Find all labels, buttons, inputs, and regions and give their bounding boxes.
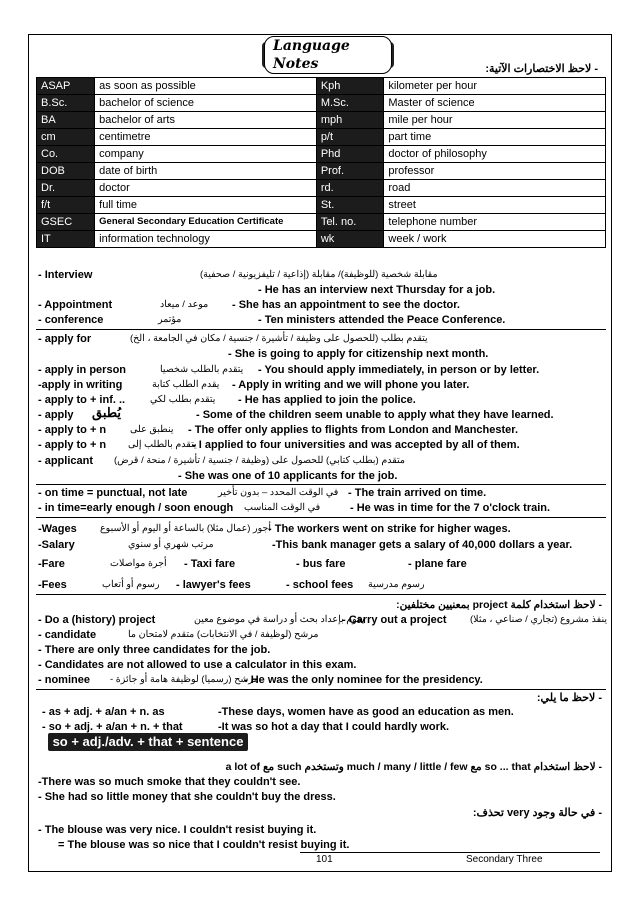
abbr-meaning: full time [95, 197, 317, 214]
abbr-key: Tel. no. [316, 214, 384, 231]
example-such-2: - She had so little money that she couldn't buy the dress. [38, 791, 336, 803]
abbr-meaning: company [95, 146, 317, 163]
abbr-row [37, 129, 606, 146]
arabic-apply-to-n-2: يتقدم بالطلب إلى [128, 439, 197, 450]
term-carry-out: - Carry out a project [342, 614, 447, 626]
term-apply: - apply [38, 409, 74, 421]
example-candidate-1: - There are only three candidates for the job. [38, 644, 271, 656]
example-apply-to-n-1: - The offer only applies to flights from London and Manchester. [188, 424, 519, 436]
term-interview: - Interview [38, 269, 93, 281]
abbr-key: St. [316, 197, 384, 214]
term-fees: -Fees [38, 579, 67, 591]
abbr-key: DOB [37, 163, 95, 180]
example-apply-to-n-2: - I applied to four universities and was accepted by all of them. [192, 439, 520, 451]
example-as: -These days, women have as good an education as men. [218, 706, 514, 718]
term-nominee: - nominee [38, 674, 90, 686]
page-title: Language Notes [264, 36, 392, 74]
example-in-time: - He was in time for the 7 o'clock train. [350, 502, 551, 514]
abbr-meaning: telephone number [384, 214, 606, 231]
title-badge [262, 38, 394, 72]
abbr-meaning: date of birth [95, 163, 317, 180]
abbreviations-heading: - لاحظ الاختصارات الآتية: [485, 63, 598, 75]
example-applicant: - She was one of 10 applicants for the job. [178, 470, 398, 482]
project-heading: - لاحظ استخدام كلمة project بمعنيين مختلفين: [396, 599, 602, 611]
example-taxi-fare: - Taxi fare [184, 558, 236, 570]
example-very-2: = The blouse was so nice that I couldn't resist buying it. [58, 839, 350, 851]
note-heading: - لاحظ ما يلي: [536, 692, 602, 704]
example-apply-to-inf: - He has applied to join the police. [238, 394, 416, 406]
abbr-key: BA [37, 112, 95, 129]
abbr-meaning: mile per hour [384, 112, 606, 129]
arabic-on-time: في الوقت المحدد – بدون تأخير [218, 487, 339, 498]
abbr-meaning: Master of science [384, 95, 606, 112]
term-apply-to-n-1: - apply to + n [38, 424, 107, 436]
abbr-key: Prof. [316, 163, 384, 180]
abbr-meaning: information technology [95, 231, 317, 248]
abbr-meaning: kilometer per hour [384, 78, 606, 95]
section-label: Secondary Three [466, 854, 543, 865]
abbr-key: rd. [316, 180, 384, 197]
abbr-row [37, 231, 606, 248]
arabic-fare: أجرة مواصلات [110, 558, 167, 569]
arabic-apply-for: يتقدم بطلب (للحصول على وظيفة / تأشيرة / جنسية / مكان في الجامعة ، الخ) [130, 333, 428, 344]
term-candidate: - candidate [38, 629, 97, 641]
term-appointment: - Appointment [38, 299, 113, 311]
arabic-apply-to-inf: يتقدم بطلب لكي [150, 394, 216, 405]
abbr-meaning: road [384, 180, 606, 197]
term-on-time: - on time = punctual, not late [38, 487, 188, 499]
very-heading: - في حالة وجود very تحذف: [472, 807, 602, 819]
abbr-key: M.Sc. [316, 95, 384, 112]
abbr-key: wk [316, 231, 384, 248]
term-apply-in-writing: -apply in writing [38, 379, 123, 391]
abbr-meaning: part time [384, 129, 606, 146]
abbr-key: mph [316, 112, 384, 129]
abbr-meaning: doctor [95, 180, 317, 197]
term-fare: -Fare [38, 558, 65, 570]
divider [36, 484, 606, 485]
abbr-key: f/t [37, 197, 95, 214]
abbr-meaning: bachelor of science [95, 95, 317, 112]
term-applicant: - applicant [38, 455, 94, 467]
example-bus-fare: - bus fare [296, 558, 346, 570]
arabic-apply: يُطبق [92, 405, 122, 420]
example-apply-for: - She is going to apply for citizenship next month. [228, 348, 489, 360]
page-number: 101 [316, 854, 333, 865]
abbr-row [37, 112, 606, 129]
rule-so: - so + adj. + a/an + n. + that [42, 721, 183, 733]
arabic-apply-in-person: يتقدم بالطلب شخصيا [160, 364, 244, 375]
abbr-row [37, 95, 606, 112]
example-apply-in-person: - You should apply immediately, in person or by letter. [258, 364, 540, 376]
term-apply-for: - apply for [38, 333, 92, 345]
example-lawyer-fees: - lawyer's fees [176, 579, 251, 591]
arabic-applicant: متقدم (بطلب كتابي) للحصول على (وظيفة / جنسية / تأشيرة / منحة / قرض) [114, 455, 405, 466]
abbr-key: p/t [316, 129, 384, 146]
abbreviations-table [36, 77, 606, 248]
term-in-time: - in time=early enough / soon enough [38, 502, 234, 514]
example-nominee: - He was the only nominee for the presidency. [244, 674, 483, 686]
abbr-meaning: centimetre [95, 129, 317, 146]
example-interview: - He has an interview next Thursday for a job. [258, 284, 496, 296]
abbr-key: Co. [37, 146, 95, 163]
example-plane-fare: - plane fare [408, 558, 467, 570]
example-school-fees: - school fees [286, 579, 354, 591]
example-so: -It was so hot a day that I could hardly work. [218, 721, 450, 733]
term-conference: - conference [38, 314, 104, 326]
example-conference: - Ten ministers attended the Peace Conference. [258, 314, 506, 326]
arabic-appointment: موعد / ميعاد [160, 299, 209, 310]
divider [36, 689, 606, 690]
divider [36, 517, 606, 518]
abbr-meaning: General Secondary Education Certificate [95, 214, 317, 231]
abbr-row [37, 180, 606, 197]
so-that-formula-bar: so + adj./adv. + that + sentence [48, 733, 248, 751]
abbr-key: Phd [316, 146, 384, 163]
footer-line [300, 852, 600, 853]
example-salary: -This bank manager gets a salary of 40,000 dollars a year. [272, 539, 573, 551]
arabic-in-time: في الوقت المناسب [244, 502, 321, 513]
arabic-fees: رسوم أو أتعاب [102, 579, 160, 590]
abbr-meaning: professor [384, 163, 606, 180]
term-apply-to-inf: - apply to + inf. .. [38, 394, 126, 406]
abbr-meaning: street [384, 197, 606, 214]
term-apply-in-person: - apply in person [38, 364, 127, 376]
divider [36, 594, 606, 595]
abbr-meaning: as soon as possible [95, 78, 317, 95]
rule-as: - as + adj. + a/an + n. as [42, 706, 165, 718]
example-apply: - Some of the children seem unable to apply what they have learned. [196, 409, 554, 421]
abbr-key: B.Sc. [37, 95, 95, 112]
arabic-apply-in-writing: يقدم الطلب كتابة [152, 379, 220, 390]
arabic-wages: أجور (عمال مثلا) بالساعة أو اليوم أو الأسبوع [100, 523, 272, 534]
divider [36, 329, 606, 330]
term-salary: -Salary [38, 539, 75, 551]
abbr-meaning: doctor of philosophy [384, 146, 606, 163]
arabic-salary: مرتب شهري أو سنوي [128, 539, 214, 550]
abbr-key: cm [37, 129, 95, 146]
arabic-interview: مقابلة شخصية (للوظيفة)/ مقابلة (إذاعية / تليفزيونية / صحفية) [200, 269, 438, 280]
arabic-nominee: مرشح (رسميا) لوظيفة هامة أو جائزة - [110, 674, 259, 685]
example-appointment: - She has an appointment to see the doctor. [232, 299, 460, 311]
abbr-row [37, 214, 606, 231]
arabic-carry-out: ينفذ مشروع (تجاري / صناعي ، مثلا) [470, 614, 607, 625]
abbr-key: ASAP [37, 78, 95, 95]
abbr-row [37, 78, 606, 95]
arabic-do-project: يقوم بإعداد بحث أو دراسة في موضوع معين [194, 614, 365, 625]
example-apply-in-writing: - Apply in writing and we will phone you later. [232, 379, 470, 391]
abbr-key: GSEC [37, 214, 95, 231]
abbr-key: Dr. [37, 180, 95, 197]
arabic-school-fees: رسوم مدرسية [368, 579, 425, 590]
such-note: - لاحظ استخدام so ... that مع much / many / little / few وتستخدم such مع a lot of [225, 761, 602, 773]
abbr-key: IT [37, 231, 95, 248]
arabic-candidate: مرشح (لوظيفة / في الانتخابات) متقدم لامتحان ما [128, 629, 319, 640]
example-on-time: - The train arrived on time. [348, 487, 487, 499]
abbr-row [37, 146, 606, 163]
example-such-1: -There was so much smoke that they couldn't see. [38, 776, 301, 788]
abbr-row [37, 163, 606, 180]
term-apply-to-n-2: - apply to + n [38, 439, 107, 451]
term-do-project: - Do a (history) project [38, 614, 156, 626]
example-candidate-2: - Candidates are not allowed to use a calculator in this exam. [38, 659, 357, 671]
abbr-meaning: week / work [384, 231, 606, 248]
term-wages: -Wages [38, 523, 77, 535]
example-very-1: - The blouse was very nice. I couldn't resist buying it. [38, 824, 317, 836]
arabic-conference: مؤتمر [158, 314, 182, 325]
abbr-key: Kph [316, 78, 384, 95]
arabic-apply-to-n-1: ينطبق على [130, 424, 174, 435]
abbr-row [37, 197, 606, 214]
example-wages: - The workers went on strike for higher wages. [268, 523, 511, 535]
abbr-meaning: bachelor of arts [95, 112, 317, 129]
